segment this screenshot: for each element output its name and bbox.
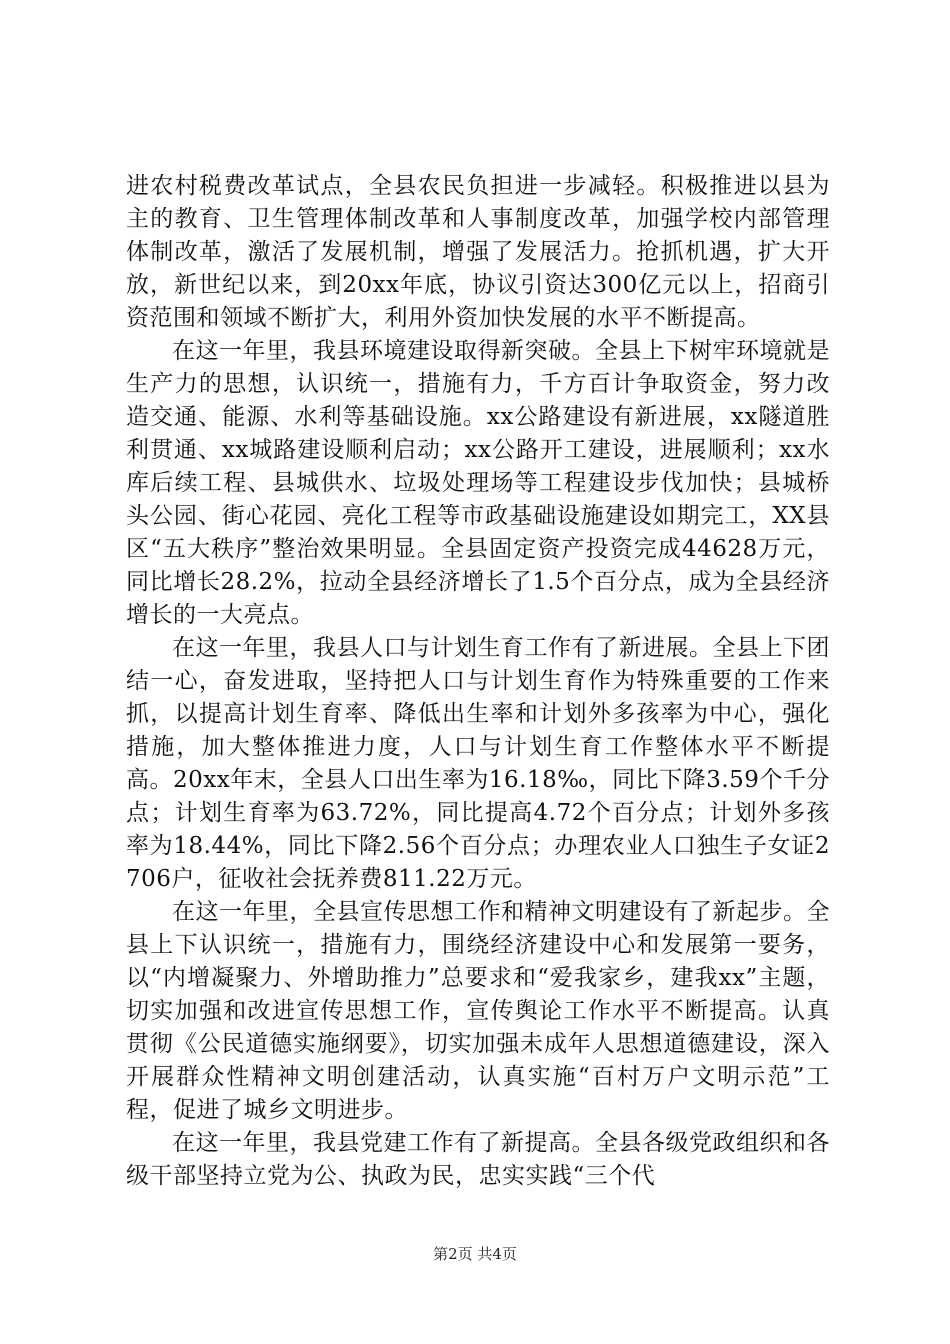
paragraph-environment-construction: 在这一年里，我县环境建设取得新突破。全县上下树牢环境就是生产力的思想，认识统一，措施有力，千方百计争取资金，努力改造交通、能源、水利等基础设施。xx公路建设有新进展，xx隧道胜利贯通、xx城路建设顺利启动；xx公路开工建设，进展顺利；xx水库后续工程、县城供水、垃圾处理场等工程建设步伐加快；县城桥头公园、街心花园、亮化工程等市政基础设施建设如期完工，XX县区“五大秩序”整治效果明显。全县固定资产投资完成44628万元，同比增长28.2%，拉动全县经济增长了1.5个百分点，成为全县经济增长的一大亮点。 (126, 338, 830, 628)
page-number-footer: 第2页 共4页 (433, 1245, 517, 1263)
paragraph-family-planning: 在这一年里，我县人口与计划生育工作有了新进展。全县上下团结一心，奋发进取，坚持把人口与计划生育作为特殊重要的工作来抓，以提高计划生育率、降低出生率和计划外多孩率为中心，强化措施，加大整体推进力度，人口与计划生育工作整体水平不断提高。20xx年末，全县人口出生率为16.18‰，同比下降3.59个千分点；计划生育率为63.72%，同比提高4.72个百分点；计划外多孩率为18.44%，同比下降2.56个百分点；办理农业人口独生子女证2706户，征收社会抚养费811.22万元。 (126, 635, 830, 892)
paragraph-publicity-civilization: 在这一年里，全县宣传思想工作和精神文明建设有了新起步。全县上下认识统一，措施有力，围绕经济建设中心和发展第一要务，以“内增凝聚力、外增助推力”总要求和“爱我家乡，建我xx”主题，切实加强和改进宣传思想工作，宣传舆论工作水平不断提高。认真贯彻《公民道德实施纲要》，切实加强未成年人思想道德建设，深入开展群众性精神文明创建活动，认真实施“百村万户文明示范”工程，促进了城乡文明进步。 (126, 899, 830, 1123)
document-body (126, 170, 830, 1193)
paragraph-rural-reform: 进农村税费改革试点，全县农民负担进一步减轻。积极推进以县为主的教育、卫生管理体制改革和人事制度改革，加强学校内部管理体制改革，激活了发展机制，增强了发展活力。抢抓机遇，扩大开放，新世纪以来，到20xx年底，协议引资达300亿元以上，招商引资范围和领域不断扩大，利用外资加快发展的水平不断提高。 (126, 173, 830, 331)
paragraph-party-building: 在这一年里，我县党建工作有了新提高。全县各级党政组织和各级干部坚持立党为公、执政为民，忠实实践“三个代 (126, 1130, 830, 1189)
